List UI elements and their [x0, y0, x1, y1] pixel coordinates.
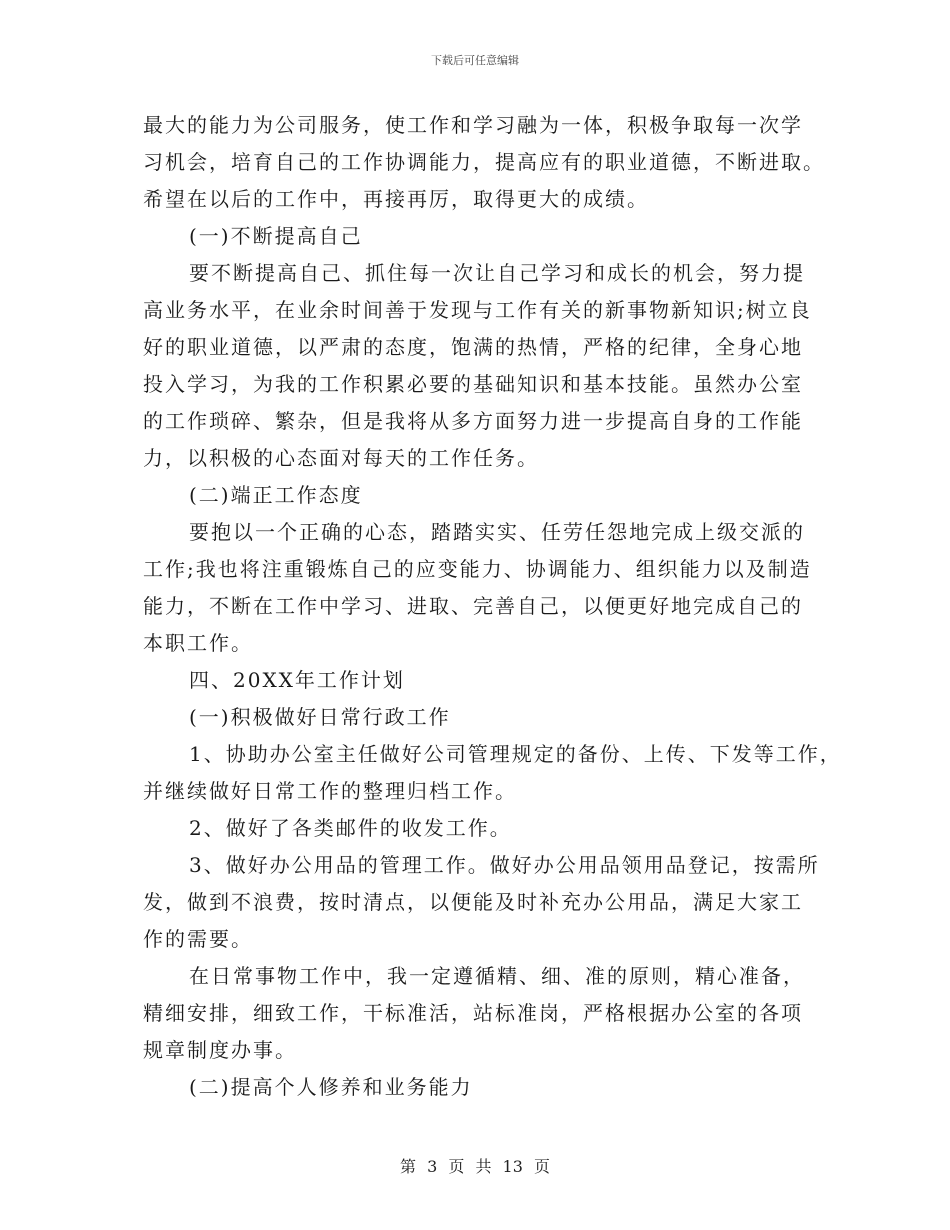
section-heading: 四、20XX年工作计划 — [189, 668, 405, 692]
text-line: 最大的能力为公司服务，使工作和学习融为一体，积极争取每一次学 — [143, 113, 803, 137]
section-heading: (一)积极做好日常行政工作 — [189, 705, 451, 729]
text-line: 要不断提高自己、抓住每一次让自己学习和成长的机会，努力提 — [189, 261, 805, 285]
text-line: 的工作琐碎、繁杂，但是我将从多方面努力进一步提高自身的工作能 — [143, 409, 803, 433]
text-line: 本职工作。 — [143, 631, 253, 655]
text-line: 力，以积极的心态面对每天的工作任务。 — [143, 446, 539, 470]
page-footer: 第 3 页 共 13 页 — [400, 1157, 550, 1176]
text-line: 并继续做好日常工作的整理归档工作。 — [143, 779, 517, 803]
text-line: 高业务水平，在业余时间善于发现与工作有关的新事物新知识;树立良 — [143, 298, 812, 322]
section-heading: (一)不断提高自己 — [189, 224, 363, 248]
text-line: 习机会，培育自己的工作协调能力，提高应有的职业道德，不断进取。 — [143, 150, 825, 174]
text-line: 发，做到不浪费，按时清点，以便能及时补充办公用品，满足大家工 — [143, 890, 803, 914]
document-body — [143, 107, 842, 1106]
text-line: 要抱以一个正确的心态，踏踏实实、任劳任怨地完成上级交派的 — [189, 520, 805, 544]
text-line: 规章制度办事。 — [143, 1038, 297, 1062]
text-line: 能力，不断在工作中学习、进取、完善自己，以便更好地完成自己的 — [143, 594, 803, 618]
text-line: 3、做好办公用品的管理工作。做好办公用品领用品登记，按需所 — [189, 853, 820, 877]
text-line: 精细安排，细致工作，干标准活，站标准岗，严格根据办公室的各项 — [143, 1001, 803, 1025]
section-heading: (二)端正工作态度 — [189, 483, 363, 507]
section-heading: (二)提高个人修养和业务能力 — [189, 1075, 473, 1099]
text-line: 2、做好了各类邮件的收发工作。 — [189, 816, 512, 840]
text-line: 希望在以后的工作中，再接再厉，取得更大的成绩。 — [143, 187, 649, 211]
text-line: 工作;我也将注重锻炼自己的应变能力、协调能力、组织能力以及制造 — [143, 557, 812, 581]
text-line: 1、协助办公室主任做好公司管理规定的备份、上传、下发等工作， — [189, 742, 842, 766]
page-header: 下载后可任意编辑 — [431, 54, 519, 67]
text-line: 作的需要。 — [143, 927, 253, 951]
text-line: 投入学习，为我的工作积累必要的基础知识和基本技能。虽然办公室 — [143, 372, 803, 396]
text-line: 好的职业道德，以严肃的态度，饱满的热情，严格的纪律，全身心地 — [143, 335, 803, 359]
text-line: 在日常事物工作中，我一定遵循精、细、准的原则，精心准备， — [189, 964, 805, 988]
